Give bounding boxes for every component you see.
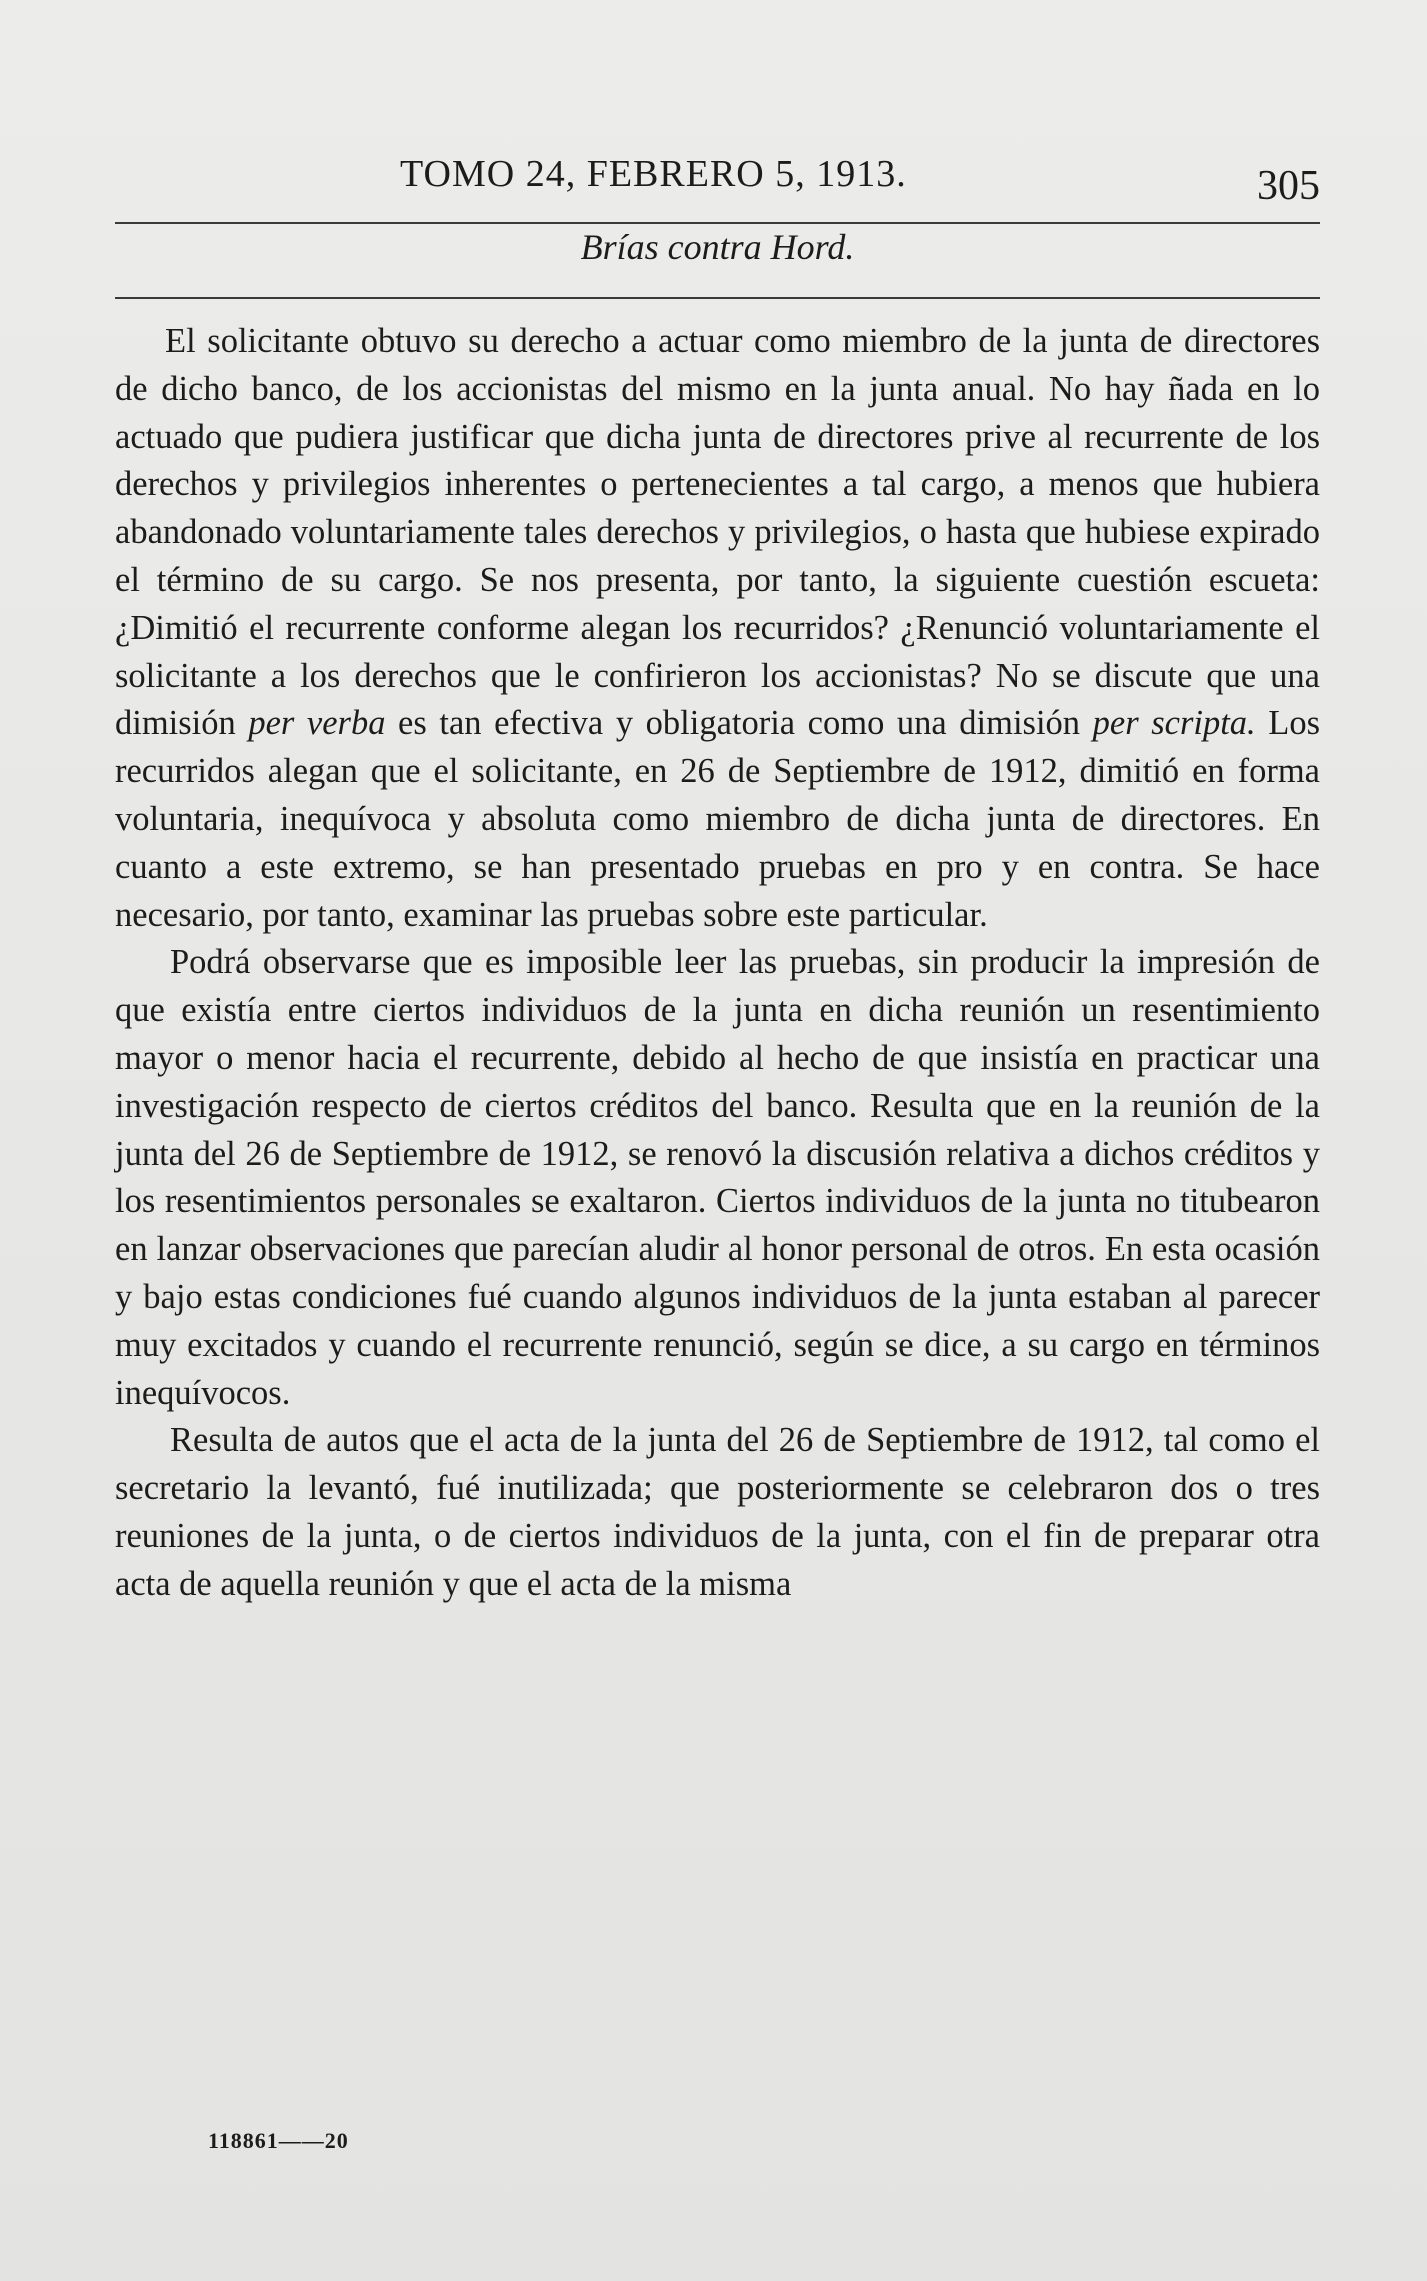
page-number: 305 [1257,163,1320,209]
header-rule-top [115,222,1320,224]
page-header [115,148,1320,218]
paragraph-1 [115,318,1320,939]
paragraph-1-part-b: es tan efectiva y obligatoria como una dimisión [385,704,1093,743]
printer-signature: 118861——20 [208,2128,349,2153]
paragraph-1-italic-per-scripta: per scripta. [1092,704,1256,743]
paragraph-1-part-a: El solicitante obtuvo su derecho a actuar como miembro de la junta de directores de dicho banco, de los accionistas del mismo en la junta anual. No hay ñada en lo actuado que pudiera justificar que dicha junta de directores prive al recurrente de los derechos y privilegios inherentes o pertenecientes a tal cargo, a menos que hubiera abandonado voluntariamente tales derechos y privilegios, o hasta que hubiese expirado el término de su cargo. Se nos presenta, por tanto, la siguiente cuestión escueta: ¿Dimitió el recurrente conforme alegan los recurridos? ¿Renunció voluntariamente el solicitante a los derechos que le confirieron los accionistas? No se discute que una dimisión [115,322,1320,743]
paragraph-3: Resulta de autos que el acta de la junta del 26 de Septiembre de 1912, tal como el secretario la levantó, fué inutilizada; que posteriormente se celebraron dos o tres reuniones de la junta, o de ciertos individuos de la junta, con el fin de preparar otra acta de aquella reunión y que el acta de la misma [115,1421,1320,1603]
body-text [115,318,1320,1609]
header-rule-bottom [115,297,1320,299]
paragraph-1-italic-per-verba: per verba [248,704,386,743]
paragraph-1-part-c: Los recurridos alegan que el solicitante, en 26 de Septiembre de 1912, dimitió en forma voluntaria, inequívoca y absoluta como miembro de dicha junta de directores. En cuanto a este extremo, se han presentado pruebas en pro y en contra. Se hace necesario, por tanto, examinar las pruebas sobre este particular. [115,704,1320,934]
case-title: Brías contra Hord. [580,227,855,267]
running-head: TOMO 24, FEBRERO 5, 1913. [400,153,907,195]
paragraph-2: Podrá observarse que es imposible leer las pruebas, sin producir la impresión de que existía entre ciertos individuos de la junta en dicha reunión un resentimiento mayor o menor hacia el recurrente, debido al hecho de que insistía en practicar una investigación respecto de ciertos créditos del banco. Resulta que en la reunión de la junta del 26 de Septiembre de 1912, se renovó la discusión relativa a dichos créditos y los resentimientos personales se exaltaron. Ciertos individuos de la junta no titubearon en lanzar observaciones que parecían aludir al honor personal de otros. En esta ocasión y bajo estas condiciones fué cuando algunos individuos de la junta estaban al parecer muy excitados y cuando el recurrente renunció, según se dice, a su cargo en términos inequívocos. [115,943,1320,1412]
